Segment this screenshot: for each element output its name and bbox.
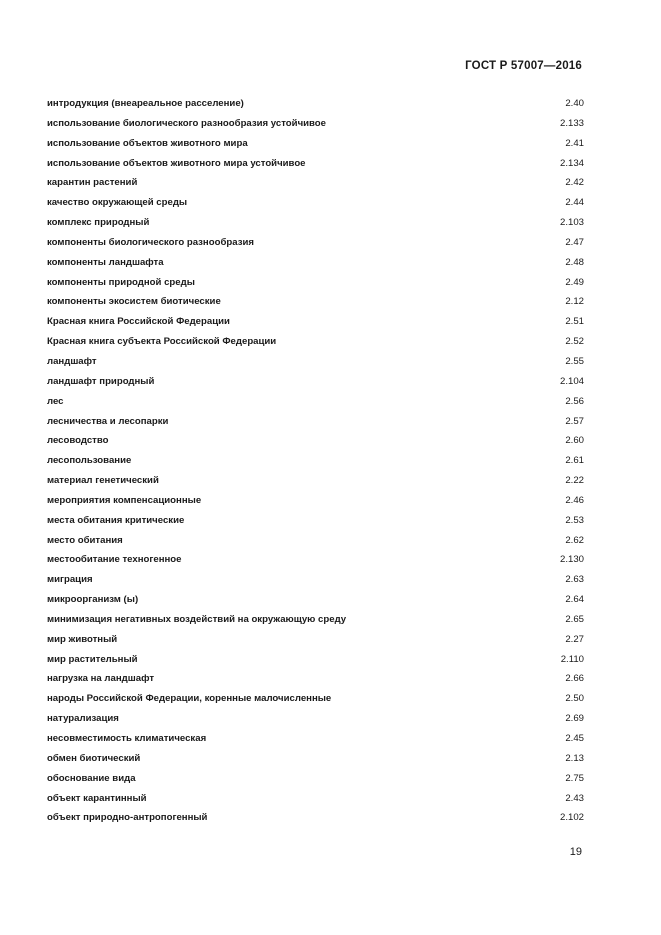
index-term: объект карантинный <box>47 792 147 804</box>
index-ref: 2.102 <box>559 812 584 824</box>
index-ref: 2.104 <box>559 375 584 387</box>
index-ref: 2.64 <box>565 594 584 606</box>
index-ref: 2.55 <box>565 355 584 367</box>
index-term: Красная книга субъекта Российской Федерации <box>47 336 277 348</box>
index-ref: 2.61 <box>565 455 584 467</box>
index-term: лесоводство <box>47 435 109 447</box>
index-row <box>47 117 584 137</box>
index-ref: 2.48 <box>565 256 584 268</box>
index-row <box>47 216 584 236</box>
index-ref: 2.133 <box>559 117 584 129</box>
index-term: ландшафт природный <box>47 375 155 387</box>
index-term: минимизация негативных воздействий на окружающую среду <box>47 613 347 625</box>
index-term: мероприятия компенсационные <box>47 494 202 506</box>
index-row <box>47 573 584 593</box>
index-row <box>47 534 584 554</box>
index-term: места обитания критические <box>47 514 185 526</box>
index-row <box>47 276 584 296</box>
index-row <box>47 315 584 335</box>
index-row <box>47 137 584 157</box>
index-term: мир растительный <box>47 653 138 665</box>
index-row <box>47 633 584 653</box>
index-ref: 2.130 <box>559 554 584 566</box>
index-ref: 2.47 <box>565 236 584 248</box>
index-row <box>47 395 584 415</box>
index-term: нагрузка на ландшафт <box>47 673 155 685</box>
index-row <box>47 157 584 177</box>
index-ref: 2.46 <box>565 494 584 506</box>
index-term: лесничества и лесопарки <box>47 415 169 427</box>
page-number: 19 <box>569 846 582 858</box>
index-ref: 2.110 <box>560 653 584 665</box>
index-term: компоненты ландшафта <box>47 256 164 268</box>
index-ref: 2.66 <box>565 673 584 685</box>
term-index-list <box>47 97 584 831</box>
index-ref: 2.75 <box>565 772 584 784</box>
index-ref: 2.50 <box>565 693 584 705</box>
index-ref: 2.134 <box>559 157 584 169</box>
index-term: объект природно-антропогенный <box>47 812 208 824</box>
index-ref: 2.51 <box>565 316 584 328</box>
index-ref: 2.49 <box>565 276 584 288</box>
index-ref: 2.22 <box>565 475 584 487</box>
index-row <box>47 752 584 772</box>
index-ref: 2.12 <box>565 296 584 308</box>
index-term: миграция <box>47 574 93 586</box>
index-row <box>47 196 584 216</box>
index-ref: 2.43 <box>565 792 584 804</box>
index-row <box>47 176 584 196</box>
index-row <box>47 613 584 633</box>
index-term: обмен биотический <box>47 752 141 764</box>
index-term: компоненты биологического разнообразия <box>47 236 254 248</box>
index-row <box>47 792 584 812</box>
index-ref: 2.13 <box>565 752 584 764</box>
index-term: Красная книга Российской Федерации <box>47 316 230 328</box>
index-ref: 2.45 <box>565 733 584 744</box>
index-row <box>47 236 584 256</box>
index-ref: 2.41 <box>565 137 584 149</box>
index-ref: 2.69 <box>565 713 584 725</box>
index-term: обоснование вида <box>47 772 136 784</box>
index-term: лес <box>47 395 64 407</box>
index-row <box>47 653 584 673</box>
index-row <box>47 355 584 375</box>
index-row <box>47 474 584 494</box>
index-term: натурализация <box>47 713 119 725</box>
index-row <box>47 375 584 395</box>
index-ref: 2.27 <box>565 633 584 645</box>
index-ref: 2.65 <box>565 613 584 625</box>
index-term: качество окружающей среды <box>47 197 188 209</box>
index-ref: 2.44 <box>565 197 584 209</box>
index-row <box>47 732 584 752</box>
index-row <box>47 295 584 315</box>
index-ref: 2.56 <box>565 395 584 407</box>
index-row <box>47 454 584 474</box>
index-term: местообитание техногенное <box>47 554 182 566</box>
index-term: несовместимость климатическая <box>47 733 207 744</box>
index-row <box>47 712 584 732</box>
index-term: компоненты природной среды <box>47 276 195 288</box>
index-row <box>47 772 584 792</box>
index-ref: 2.57 <box>565 415 584 427</box>
index-ref: 2.53 <box>565 514 584 526</box>
index-ref: 2.40 <box>565 98 584 109</box>
index-term: мир животный <box>47 633 118 645</box>
document-code: ГОСТ Р 57007—2016 <box>465 60 582 72</box>
index-row <box>47 256 584 276</box>
index-row <box>47 593 584 613</box>
index-term: лесопользование <box>47 455 132 467</box>
index-row <box>47 672 584 692</box>
index-row <box>47 335 584 355</box>
index-row <box>47 434 584 454</box>
index-term: материал генетический <box>47 475 159 487</box>
index-term: комплекс природный <box>47 217 150 229</box>
index-term: карантин растений <box>47 177 138 189</box>
index-row <box>47 692 584 712</box>
index-term: ландшафт <box>47 355 97 367</box>
index-row <box>47 514 584 534</box>
index-row <box>47 553 584 573</box>
index-term: использование биологического разнообразия устойчивое <box>47 117 327 129</box>
index-row <box>47 415 584 435</box>
index-ref: 2.62 <box>565 534 584 546</box>
index-term: использование объектов животного мира <box>47 137 248 149</box>
index-term: народы Российской Федерации, коренные малочисленные <box>47 693 332 705</box>
index-ref: 2.63 <box>565 574 584 586</box>
index-row <box>47 97 584 117</box>
index-ref: 2.42 <box>565 177 584 189</box>
index-term: компоненты экосистем биотические <box>47 296 221 308</box>
index-ref: 2.52 <box>565 336 584 348</box>
index-term: место обитания <box>47 534 123 546</box>
index-term: интродукция (внеареальное расселение) <box>47 98 244 109</box>
index-ref: 2.103 <box>559 217 584 229</box>
index-row <box>47 494 584 514</box>
index-ref: 2.60 <box>565 435 584 447</box>
index-term: использование объектов животного мира устойчивое <box>47 157 306 169</box>
index-row <box>47 811 584 831</box>
index-term: микроорганизм (ы) <box>47 594 139 606</box>
